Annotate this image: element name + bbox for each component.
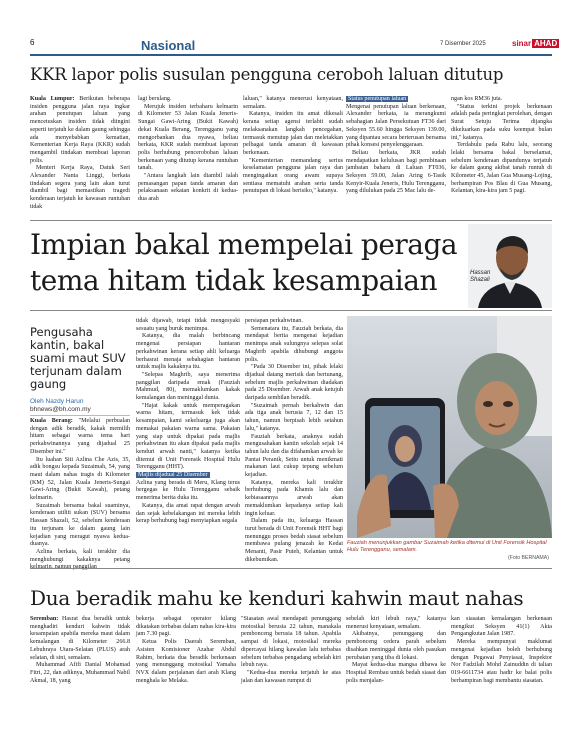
story3-col5	[451, 616, 552, 716]
story3-col1	[30, 616, 130, 716]
story2-col2d-text: "Hajat kakak untuk memperagakan warna hitam, termasuk kek tidak kesampaian, kami sekeluarga juga akan memakai pakaian warna sama. Pakaian yang siap untuk dipakai pada majlis perkahwinan itu akan dipakai pada majlis kenduri arwah nanti," katanya ketika ditemui di Unit Forensik Hospital Hulu Terengganu (HHT).	[136, 402, 240, 471]
story2-col1d-text: Azlina berkata, kali terakhir dia menghubungi kakaknya petang	[30, 548, 130, 563]
news-photo	[347, 316, 552, 538]
story2-col2e-text: Azlina yang berada di Meru, Klang terus bergegas ke Hulu Terengganu sebaik menerima berita duka itu.	[136, 479, 240, 502]
story3-col2-text: bekerja sebagai operator kilang dikatakan terbabas dalam nahas kira-kira jam 7.30 pagi.	[136, 616, 236, 638]
story2-col1c-text: Suzaimah bersama bakal suaminya, kenderaan utiliti sukan (SUV) bersama Hassan Shazali, 52, sebelum kenderaan itu terjunam ke dalam gaung lain kejadian yang meragut nyawa kedua-duanya.	[30, 502, 130, 548]
story1-col4	[346, 96, 446, 214]
story3-col5-text: kan siasatan kemalangan berkenaan mengikut Seksyen 41(1) Akta Pengangkutan Jalan 1987.	[451, 616, 552, 638]
victim-portrait	[468, 224, 552, 308]
story2-col1	[30, 418, 130, 563]
story2-col3-text: persiapan perkahwinan.	[245, 318, 303, 324]
story1-bottom-rule	[30, 220, 552, 221]
page-number: 6	[30, 38, 35, 47]
byline-name: Oleh Nazdy Harun	[30, 398, 84, 405]
byline-email: bhnews@bh.com.my	[30, 406, 91, 413]
story2-col2c-text: "Selepas Maghrib, saya menerima panggilan daripada emak (Fauziah Mahmud, 80), memaklumkan kakak kemalangan dan meninggal dunia.	[136, 371, 240, 402]
brand-name: AHAD	[534, 39, 558, 48]
story2-col2-text: tidak dijawab, tetapi tidak mengesyaki sesuatu yang buruk menimpa.	[136, 318, 240, 332]
story2-subhead: Majlis dijadual 25 Disember	[138, 472, 208, 479]
story1-col1b-text: Menteri Kerja Raya, Datuk Seri Alexander Nanta Linggi, berkata tindakan segera yang lain akan turut diambil bagi memastikan tragedi kenderaan terjatuh ke kawasan runtuhan tidak	[30, 165, 130, 210]
brand-prefix: sinar	[512, 39, 532, 48]
story1-col5-text: ngan kos RM36 juta.	[451, 96, 503, 102]
portrait-caption-line2: Shazali	[470, 277, 490, 283]
story2-head-rule	[30, 310, 552, 311]
story1-headline: KKR lapor polis susulan pengguna ceroboh laluan ditutup	[30, 65, 504, 84]
portrait-caption	[470, 270, 490, 284]
portrait-caption-line1: Hassan	[470, 270, 491, 276]
story2-deck: Pengusaha kantin, bakal suami maut SUV terjunam dalam gaung	[30, 325, 126, 391]
story3-col3-text: "Siasatan awal mendapati penunggang motosikal berusia 22 tahun, manakala pembonceng berusia 18 tahun. Apabila sampai di lokasi, motosikal mereka dipercayai hilang kawalan lalu terbabas sebelum terbabas pengadang sebelah kiri lebuh raya.	[241, 616, 341, 669]
story1-col5b-text: "Status terkini projek berkenaan adalah pada peringkat perolehan, dengan Surat Setuju Terima dijangka dikeluarkan pada suku keempat bulan ini," katanya.	[451, 103, 552, 141]
story3-col4c-text: Mayat kedua-dua mangsa dibawa ke Hospital Rembau untuk bedah siasat dan polis menjalan-	[346, 662, 446, 684]
story2-col2b-text: Katanya, dia malah berbincang mengenai persiapan hantaran perkahwinan kerana setiap ahli keluarga berhasrat menaja sebahagian hantaran untuk majlis kakaknya itu.	[136, 333, 240, 371]
photo-credit: (Foto BERNAMA)	[508, 555, 549, 561]
story1-col4b-text: Beliau berkata, JKR sudah mendapatkan kelulusan bagi pembinaan jambatan baharu di Laluan FT036, Seksyen 59.00, Jalan Aring 6-Tasik Kenyir-Kuala Jeneris, Hulu Terengganu, yang dilulukan pada 25 Mac lalu de-	[346, 149, 446, 195]
story2-col3e-text: Fauziah berkata, anaknya sudah mengusahakan kantin sekolah sejak 14 tahun lalu dan dia difahamkan arwah ke Pantai Peranik, Setiu untuk menikmati makanan laut cukup tepung sebelum kejadian.	[245, 433, 343, 479]
story1-col3b-text: Katanya, insiden itu amat dikesali kerana setiap agensi terlabit sudah melaksanakan langkah pencegahan, termasuk menutup jalan dan meletakkan pelbagai tanda amaran di kawasan berkenaan.	[243, 111, 343, 156]
story3-col2	[136, 616, 236, 716]
story1-col3-text: laluan," katanya menerusi kenyataan, semalam.	[243, 96, 343, 110]
story3-col1-text: Seremban: Hasrat dua beradik untuk menghadiri kenduri kahwin tidak kesampaian apabila mereka maut dalam kemalangan di Kilometer 266.8 Lebuhraya Utara-Selatan (PLUS) arah selatan, di sini, semalam.	[30, 616, 130, 661]
photo-caption-text: Fauziah menunjukkan gambar Suzaimah ketika ditemui di Unit Forensik Hospital Hulu Terengganu, semalam.	[347, 540, 547, 553]
story1-col5c-text: Terdahulu pada Rabu lalu, seorang lelaki bersama bakal berselamat, sebelum kenderaan dipandunya terjatuh ke dalam gaung akibat tanah runtuh di Kilometer 45, Jalan Gua Musang-Lojing, berhampiran Pos Blau di Gua Musang, Kelantan, kira-kira jam 5 pagi.	[451, 142, 552, 195]
story3-col4-text: sebelah kiri lebuh raya," katanya menerusi kenyataan, semalam.	[346, 616, 446, 630]
story1-col2	[138, 96, 238, 214]
story1-col5	[451, 96, 552, 214]
story2-col3	[245, 318, 343, 563]
story3-col2b-text: Ketua Polis Daerah Seremban, Asisten Komisioner Azahar Abdul Rahim, berkata dua beradik berkenaan yang menunggang motosikal Yamaha NVX dalam perjalanan dari arah Klang menghala ke Melaka.	[136, 639, 236, 684]
story2-col3d-text: "Suzaimah pernah berkahwin dan ada tiga anak berusia 7, 12 dan 15 tahun, namun berpisah lebih setahun lalu," katanya.	[245, 402, 343, 432]
story1-col3	[243, 96, 343, 214]
story3-col3	[241, 616, 341, 716]
story1-col2c-text: "Antara langkah lain diambil ialah pemasangan papan tanda amaran dan pelaksanaan sekatan konkrit di kedua-dua arah	[138, 173, 238, 203]
story3-col3b-text: "Kedua-dua mereka terjatuh ke atas jalan dan kawasan rumput di	[241, 669, 341, 684]
byline-rule	[30, 415, 130, 416]
story1-col4-text: Mengenai penutupan laluan berkenaan, Alexander berkata, ia merangkumi sebahagian Jalan Persekutuan FT36 dari Seksyen 55.60 hingga Seksyen 139.00, yang dipantau secara berterusan bersama pihak konsesi penyelenggaraan.	[346, 103, 446, 149]
section-label: Nasional	[141, 38, 196, 53]
story1-col1	[30, 96, 130, 214]
story2-headline-line2: tema hitam tidak kesampaian	[30, 264, 437, 297]
story2-col2	[136, 318, 240, 563]
story2-bottom-rule	[30, 568, 552, 569]
header-rule	[30, 54, 552, 56]
story2-col3g-text: Dalam pada itu, keluarga Hassan turut berada di Unit Forensik HHT bagi menunggu proses bedah siasat sebelum membawa pulang jenazah ke Kedai Menanti, Pasir Puteh, Kelantan untuk dikebumikan.	[245, 518, 343, 563]
story1-col2-text: lagi berulang.	[138, 96, 172, 102]
story3-col5b-text: Mereka mempunyai maklumat mengenai kejadian boleh berhubung dengan Pegawai Penyiasat, Inspektor Nor Fadzilah Mohd Zainuddin di talian 019-6611734 atau hadir ke balai polis berhampiran bagi membantu siasatan.	[451, 639, 552, 684]
story2-col2f-text: Katanya, dia amat rapat dengan arwah dan sejak kebelakangan ini mereka lebih kerap berhubung bagi menyiapkan segala	[136, 502, 240, 525]
story1-col1-text: Kuala Lumpur: Berikutan beberapa insiden pengguna jalan raya ingkar arahan penutupan laluan yang mencetuskan insiden tidak diingini seperti terjatuh ke dalam gaung sehingga ada menyebabkan kematian, Kementerian Kerja Raya (KKR) sudah mengambil tindakan membuat laporan polis.	[30, 96, 130, 164]
story3-col1b-text: Muhammad Afifi Danial Mohamad Fitri, 22, dan adiknya, Muhammad Nabil Akmal, 18, yang	[30, 662, 130, 684]
story1-col2b-text: Merujuk insiden terbaharu kelmarin di Kilometer 53 Jalan Kuala Jeneris-Sungai Gawi-Aring (Bukit Kawah) dekat Kuala Berang, Terengganu yang mengorbankan dua nyawa, beliau berkata, KKR sudah membuat laporan polis berhubung penceroboban laluan berkenaan yang ditutup kerana runtuhan tanah.	[138, 103, 238, 172]
story2-col3c-text: "Pada 30 Disember ini, pihak lelaki dijadual datang merisik dan bertunang, sebelum majlis perkahwinan diadakan pada 25 Disember. Arwah anak ketujuh daripada sembilan beradik.	[245, 364, 343, 402]
brand-logo	[512, 38, 559, 49]
story2-col3b-text: Semenatara itu, Fauziah berkata, dia mendapat berita mengenai kejadian menimpa anak sulungnya selepas solat Maghrib apabila dihubungi anggota polis.	[245, 325, 343, 363]
story2-col3f-text: Katanya, mereka kali terakhir berhubung pada Khamis lalu dan kebiasaannya arwah akan memaklumkan kepadanya setiap kali ingin keluar.	[245, 479, 343, 517]
story3-col4b-text: Akibatnya, penunggang dan pembonceng cedera parah sebelum disahkan meninggal dunia oleh pasukan perubatan yang tiba di lokasi.	[346, 631, 446, 661]
story3-col4	[346, 616, 446, 716]
story2-headline-line1: Impian bakal mempelai peraga	[30, 228, 458, 261]
story1-col3c-text: "Kementerian memandang serius keselamatan pengguna jalan raya dan mengingatkan orang awam supaya sentiasa mematuhi arahan serta tanda penutupan di lokasi berisiko," katanya.	[243, 157, 343, 195]
story1-subhead: Status penutupan laluan	[348, 96, 407, 102]
photo-caption	[347, 540, 552, 553]
story2-col1-text: Kuala Berang: "Melalui perbualan dengan adik beradik, kakak memilih hitam sebagai warna tema hari perkahwinannya yang dijadual 25 Disember ini."	[30, 418, 130, 455]
page-date: 7 Disember 2025	[440, 41, 486, 47]
story2-col1b-text: Itu luahan Siti Azlina Che Azis, 35, adik bongsu kepada Suzaimah, 54, yang maut dalam nahas tragis di Kilometer (KM) 52, Jalan Kuala Jeneris-Sungai Gawi-Aring (Bukit Kawah), petang kelmarin.	[30, 456, 130, 502]
story3-headline: Dua beradik mahu ke kenduri kahwin maut nahas	[30, 586, 524, 610]
